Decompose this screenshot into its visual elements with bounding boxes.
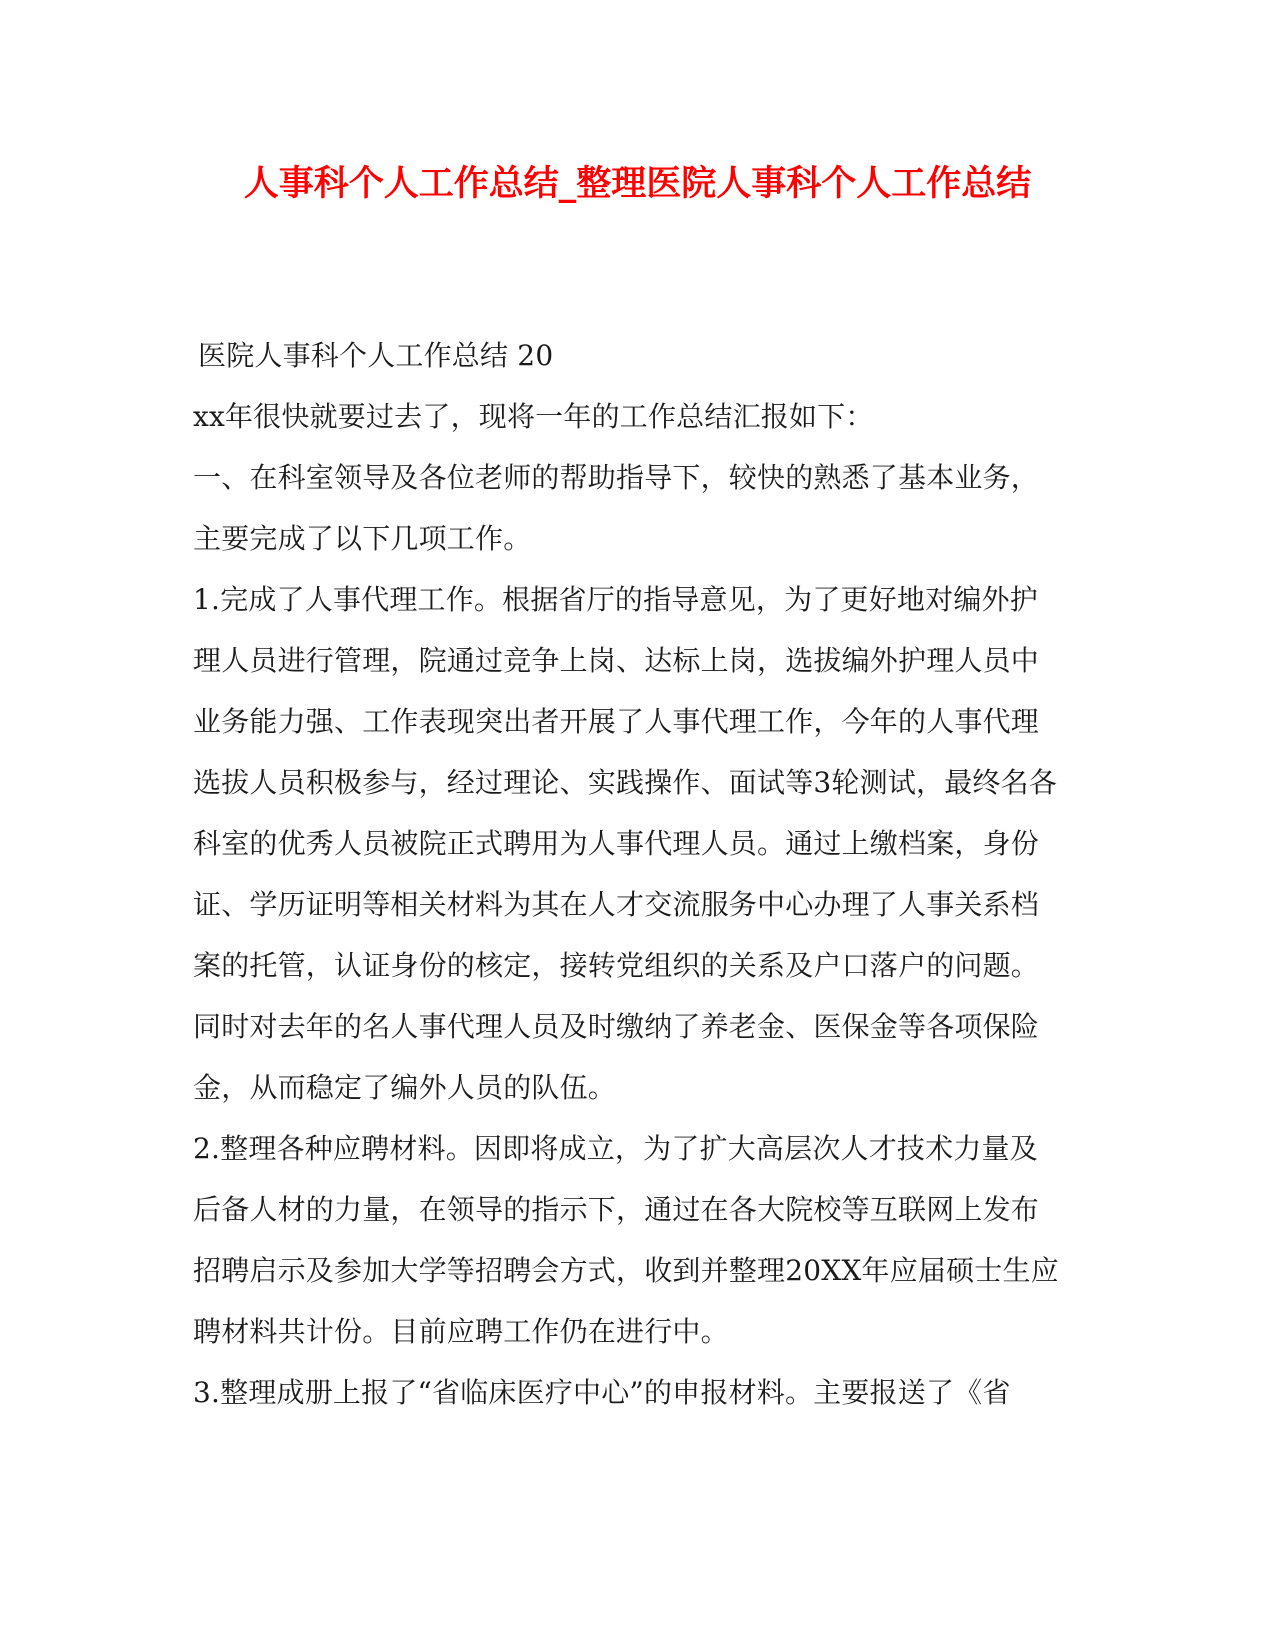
paragraph-line: 后备人材的力量，在领导的指示下，通过在各大院校等互联网上发布 [193, 1193, 1040, 1226]
paragraph-line: 3.整理成册上报了“省临床医疗中心”的申报材料。主要报送了《省 [193, 1376, 1011, 1409]
paragraph-line: 业务能力强、工作表现突出者开展了人事代理工作，今年的人事代理 [193, 705, 1040, 738]
paragraph-line: 聘材料共计份。目前应聘工作仍在进行中。 [193, 1315, 729, 1348]
paragraph-line: 1.完成了人事代理工作。根据省厅的指导意见，为了更好地对编外护 [193, 583, 1038, 616]
paragraph-line: 同时对去年的名人事代理人员及时缴纳了养老金、医保金等各项保险 [193, 1010, 1040, 1043]
document-title: 人事科个人工作总结_整理医院人事科个人工作总结 [243, 163, 1032, 204]
paragraph-line: 主要完成了以下几项工作。 [193, 522, 532, 555]
paragraph-line: 招聘启示及参加大学等招聘会方式，收到并整理20XX年应届硕士生应 [193, 1254, 1059, 1287]
paragraph-line: 一、在科室领导及各位老师的帮助指导下，较快的熟悉了基本业务， [193, 461, 1040, 494]
paragraph-line: 证、学历证明等相关材料为其在人才交流服务中心办理了人事关系档 [193, 888, 1040, 921]
paragraph-line: 金，从而稳定了编外人员的队伍。 [193, 1071, 617, 1104]
paragraph-line: 选拔人员积极参与，经过理论、实践操作、面试等3轮测试，最终名各 [193, 766, 1058, 799]
paragraph-line: 科室的优秀人员被院正式聘用为人事代理人员。通过上缴档案，身份 [193, 827, 1040, 860]
paragraph-line: 理人员进行管理，院通过竞争上岗、达标上岗，选拔编外护理人员中 [193, 644, 1040, 677]
paragraph-line: 2.整理各种应聘材料。因即将成立，为了扩大高层次人才技术力量及 [193, 1132, 1038, 1165]
paragraph-line: 案的托管，认证身份的核定，接转党组织的关系及户口落户的问题。 [193, 949, 1040, 982]
paragraph-line: xx年很快就要过去了，现将一年的工作总结汇报如下： [193, 400, 874, 433]
subtitle-line: 医院人事科个人工作总结 20 [198, 339, 554, 372]
